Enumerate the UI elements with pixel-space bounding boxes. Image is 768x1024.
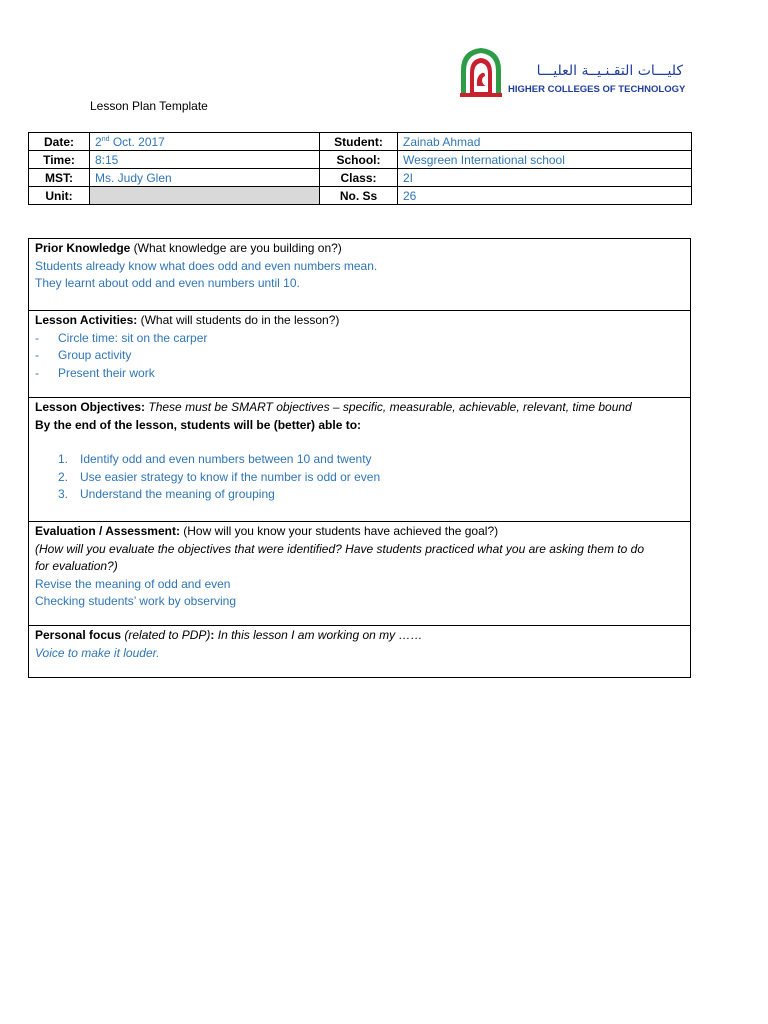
- lesson-info-table: [28, 132, 692, 205]
- class-label: Class:: [320, 169, 398, 187]
- hct-logo: [458, 46, 688, 98]
- prior-knowledge-line: Students already know what does odd and even numbers mean.: [35, 258, 378, 273]
- logo-arabic-text: كليـــات التقـنـيــة العليـــا: [536, 63, 683, 79]
- time-value: 8:15: [90, 151, 320, 169]
- objective-item: 1. Identify odd and even numbers between 10 and twenty: [58, 452, 372, 466]
- activity-item: - Circle time: sit on the carper: [35, 330, 208, 345]
- info-row: [29, 187, 692, 205]
- evaluation-heading: Evaluation / Assessment: (How will you know your students have achieved the goal?): [35, 524, 499, 538]
- objective-item: 3. Understand the meaning of grouping: [58, 487, 275, 501]
- objective-item: 2. Use easier strategy to know if the number is odd or even: [58, 469, 381, 484]
- school-value: Wesgreen International school: [398, 151, 692, 169]
- evaluation-line: Revise the meaning of odd and even: [35, 576, 231, 591]
- personal-focus-answer: Voice to make it louder.: [35, 645, 160, 660]
- document-title: Lesson Plan Template: [90, 99, 208, 113]
- student-value: Zainab Ahmad: [398, 133, 692, 151]
- class-value: 2I: [398, 169, 692, 187]
- prior-knowledge-heading: Prior Knowledge (What knowledge are you building on?): [35, 241, 342, 255]
- lesson-activities-section: [29, 310, 690, 397]
- time-label: Time:: [29, 151, 90, 169]
- personal-focus-section: [29, 625, 690, 677]
- evaluation-section: [29, 521, 690, 625]
- info-row: [29, 151, 692, 169]
- no-ss-label: No. Ss: [320, 187, 398, 205]
- lesson-objectives-section: [29, 397, 690, 521]
- lesson-plan-sections: [28, 238, 691, 678]
- prior-knowledge-line: They learnt about odd and even numbers until 10.: [35, 276, 300, 290]
- unit-value: [90, 187, 320, 205]
- activity-item: - Present their work: [35, 365, 155, 380]
- hct-emblem-icon: [458, 46, 504, 98]
- evaluation-line: Checking students’ work by observing: [35, 594, 236, 608]
- lesson-activities-heading: Lesson Activities: (What will students do in the lesson?): [35, 313, 340, 327]
- lesson-objectives-heading: Lesson Objectives: These must be SMART objectives – specific, measurable, achievable, relevant, time bound: [35, 400, 632, 414]
- date-label: Date:: [29, 133, 90, 151]
- info-row: [29, 169, 692, 187]
- school-label: School:: [320, 151, 398, 169]
- student-label: Student:: [320, 133, 398, 151]
- mst-label: MST:: [29, 169, 90, 187]
- mst-value: Ms. Judy Glen: [90, 169, 320, 187]
- no-ss-value: 26: [398, 187, 692, 205]
- unit-label: Unit:: [29, 187, 90, 205]
- prior-knowledge-section: [29, 239, 690, 310]
- info-row: [29, 133, 692, 151]
- evaluation-question: (How will you evaluate the objectives that were identified? Have students practiced what you are asking them to do: [35, 541, 644, 556]
- personal-focus-heading: Personal focus (related to PDP): In this lesson I am working on my ……: [35, 628, 423, 642]
- spacer: [35, 434, 684, 451]
- activity-item: - Group activity: [35, 348, 132, 362]
- logo-english-text: HIGHER COLLEGES OF TECHNOLOGY: [508, 84, 686, 95]
- objectives-lead: By the end of the lesson, students will be (better) able to:: [35, 417, 362, 432]
- date-value: 2nd Oct. 2017: [90, 133, 320, 151]
- evaluation-question: for evaluation?): [35, 559, 118, 573]
